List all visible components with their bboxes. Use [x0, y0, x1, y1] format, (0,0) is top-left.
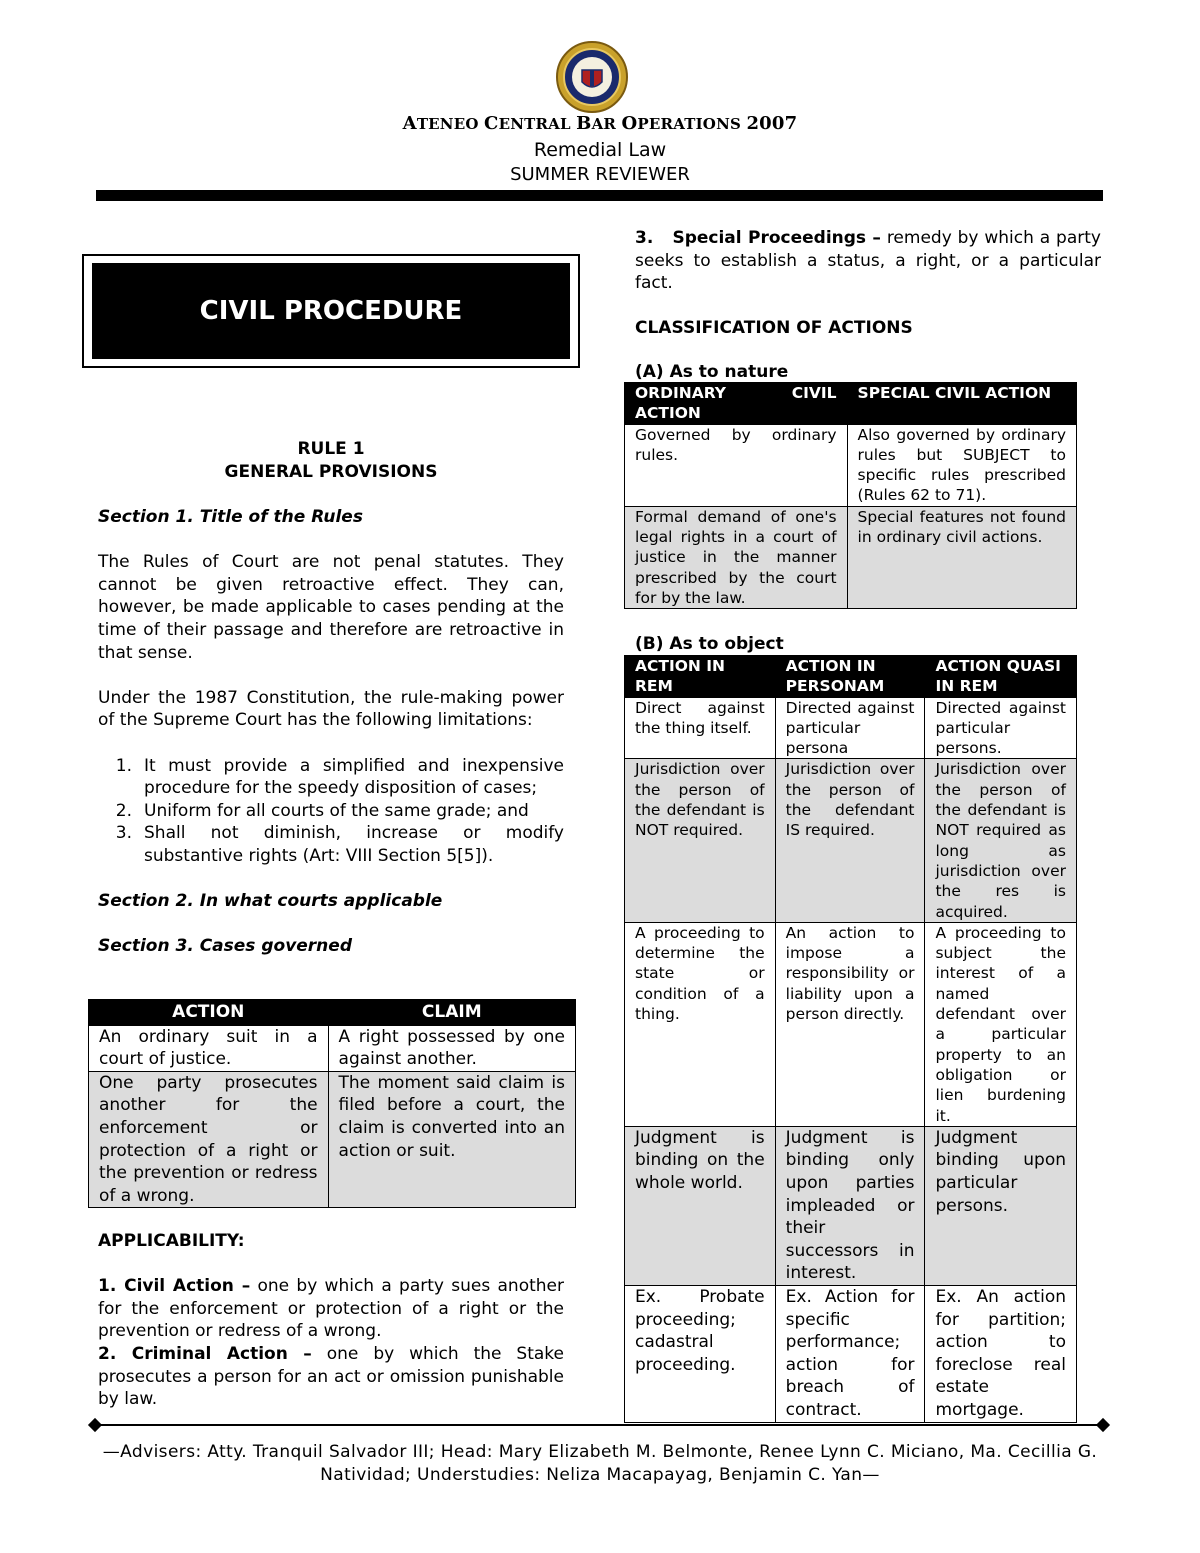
- table-row: [89, 1071, 576, 1208]
- section-1-paragraph-1: The Rules of Court are not penal statutes. They cannot be given retroactive effect. They can, however, be made applicable to cases pending at the time of their passage and therefore are retroactive in that sense.: [98, 552, 564, 663]
- table-header: ACTION IN REM: [625, 656, 776, 698]
- table-cell: Governed by ordinary rules.: [625, 424, 848, 506]
- table-cell: A proceeding to subject the interest of a named defendant over a particular property to an obligation or lien burdening it.: [925, 922, 1077, 1126]
- table-cell: Formal demand of one's legal rights in a court of justice in the manner prescribed by the court for by the law.: [625, 506, 848, 608]
- table-cell: Also governed by ordinary rules but SUBJECT to specific rules prescribed (Rules 62 to 71).: [847, 424, 1076, 506]
- table-row: [625, 1285, 1077, 1422]
- section-1-paragraph-2: Under the 1987 Constitution, the rule-making power of the Supreme Court has the following limitations:: [98, 687, 564, 731]
- table-header: ACTION QUASI IN REM: [925, 656, 1077, 698]
- table-row: [625, 424, 1077, 506]
- classification-heading: CLASSIFICATION OF ACTIONS: [635, 318, 913, 339]
- title-box: [82, 254, 580, 368]
- object-table: [624, 655, 1077, 1423]
- table-cell: A proceeding to determine the state or condition of a thing.: [625, 922, 776, 1126]
- special-proceedings-definition: 3. Special Proceedings – remedy by which a party seeks to establish a status, a right, or a particular fact.: [635, 228, 1101, 294]
- right-column: [635, 227, 1101, 340]
- table-header: SPECIAL CIVIL ACTION: [847, 383, 1076, 425]
- nature-table: [624, 382, 1077, 609]
- list-item: 2. Uniform for all courts of the same grade; and: [115, 800, 529, 821]
- rule-title: GENERAL PROVISIONS: [224, 462, 438, 482]
- footer-divider: [95, 1424, 1103, 1426]
- table-row: [89, 1025, 576, 1071]
- reviewer-title: SUMMER REVIEWER: [510, 164, 690, 185]
- table-cell: An action to impose a responsibility or liability upon a person directly.: [775, 922, 925, 1126]
- table-cell: Directed against particular persons.: [925, 697, 1077, 759]
- civil-action-definition: 1. Civil Action – one by which a party sues another for the enforcement or protection of a right or the prevention or redress of a wrong.: [98, 1276, 564, 1342]
- table-cell: The moment said claim is filed before a court, the claim is converted into an action or suit.: [328, 1071, 575, 1208]
- diamond-icon: [1096, 1418, 1110, 1432]
- ateneo-seal-icon: [555, 40, 629, 114]
- table-cell: Direct against the thing itself.: [625, 697, 776, 759]
- table-cell: Special features not found in ordinary civil actions.: [847, 506, 1076, 608]
- table-cell: Ex. Probate proceeding; cadastral proceeding.: [625, 1285, 776, 1422]
- table-cell: A right possessed by one against another.: [328, 1025, 575, 1071]
- section-3-heading: Section 3. Cases governed: [98, 936, 352, 957]
- subject-title: Remedial Law: [533, 139, 667, 161]
- footer-credits: [100, 1441, 1100, 1486]
- rule-number: RULE 1: [297, 439, 365, 459]
- list-item: 1. It must provide a simplified and inexpensive procedure for the speedy disposition of cases;: [115, 755, 564, 799]
- organization-title: ATENEO CENTRAL BAR OPERATIONS 2007: [402, 113, 798, 134]
- table-cell: Directed against particular persona: [775, 697, 925, 759]
- table-cell: Jurisdiction over the person of the defendant is NOT required as long as jurisdiction over the res is acquired.: [925, 759, 1077, 922]
- table-cell: An ordinary suit in a court of justice.: [89, 1025, 329, 1071]
- table-row: [625, 697, 1077, 759]
- object-subheading: (B) As to object: [635, 634, 784, 654]
- table-cell: Ex. An action for partition; action to foreclose real estate mortgage.: [925, 1285, 1077, 1422]
- table-cell: Judgment is binding only upon parties impleaded or their successors in interest.: [775, 1126, 925, 1285]
- table-cell: Judgment is binding on the whole world.: [625, 1126, 776, 1285]
- table-header: CLAIM: [328, 1000, 575, 1026]
- table-cell: Ex. Action for specific performance; action for breach of contract.: [775, 1285, 925, 1422]
- applicability-section: [98, 1230, 564, 1411]
- table-row: [625, 922, 1077, 1126]
- section-1-heading: Section 1. Title of the Rules: [98, 507, 363, 527]
- page-title: CIVIL PROCEDURE: [92, 263, 570, 359]
- table-header: ORDINARY CIVIL ACTION: [625, 383, 848, 425]
- diamond-icon: [88, 1418, 102, 1432]
- criminal-action-definition: 2. Criminal Action – one by which the Stake prosecutes a person for an act or omission punishable by law.: [98, 1343, 565, 1410]
- footer-line-2: Natividad; Understudies: Neliza Macapayag, Benjamin C. Yan—: [320, 1464, 880, 1485]
- table-header: ACTION IN PERSONAM: [775, 656, 925, 698]
- section-2-heading: Section 2. In what courts applicable: [98, 891, 443, 912]
- table-row: [625, 759, 1077, 922]
- list-item: 3. Shall not diminish, increase or modify substantive rights (Art: VIII Section 5[5]).: [115, 823, 564, 866]
- table-cell: One party prosecutes another for the enforcement or protection of a right or the prevention or redress of a wrong.: [89, 1071, 329, 1208]
- rule-heading: [98, 438, 564, 484]
- table-row: [625, 1126, 1077, 1285]
- applicability-heading: APPLICABILITY:: [98, 1231, 245, 1251]
- table-cell: Jurisdiction over the person of the defendant is NOT required.: [625, 759, 776, 922]
- limitations-list: [98, 755, 564, 868]
- nature-subheading: (A) As to nature: [635, 362, 789, 382]
- table-cell: Judgment binding upon particular persons.: [925, 1126, 1077, 1285]
- action-claim-table: [88, 999, 576, 1208]
- footer-line-1: —Advisers: Atty. Tranquil Salvador III; Head: Mary Elizabeth M. Belmonte, Renee Lynn C. Miciano, Ma. Cecillia G.: [102, 1442, 1098, 1462]
- table-row: [625, 506, 1077, 608]
- table-cell: Jurisdiction over the person of the defendant IS required.: [775, 759, 925, 922]
- table-header: ACTION: [89, 1000, 329, 1026]
- left-column: [98, 506, 564, 958]
- header-divider: [96, 190, 1103, 201]
